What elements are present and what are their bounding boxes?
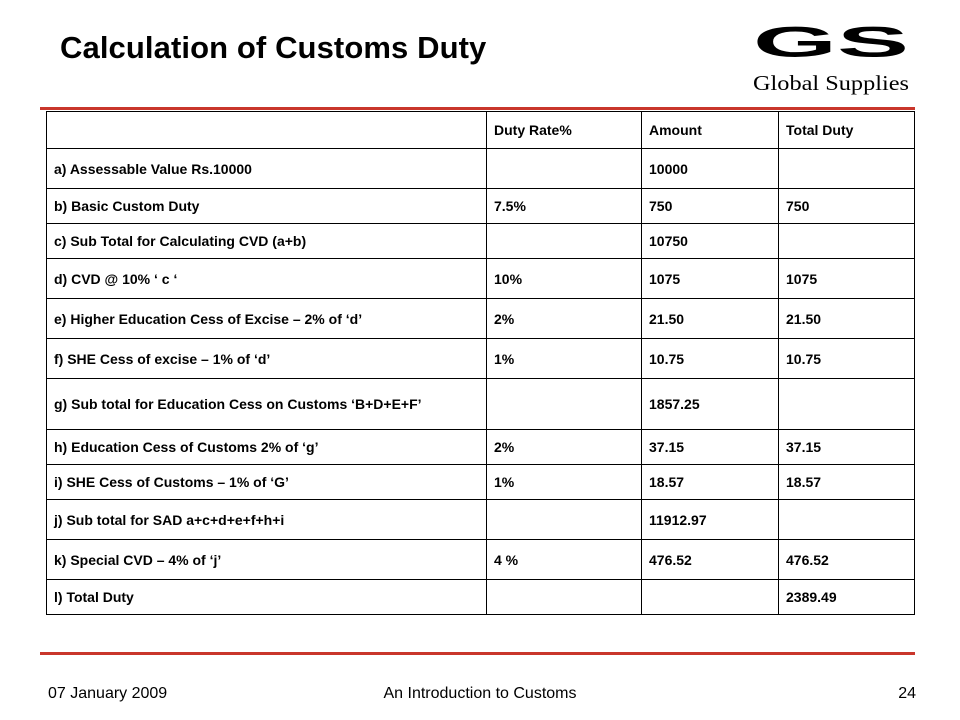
row-rate [487,224,642,259]
customs-duty-table [46,111,915,615]
row-label: a) Assessable Value Rs.10000 [47,149,487,189]
row-amount: 1075 [642,259,779,299]
header-cell-amount: Amount [642,112,779,149]
header-cell-total-duty: Total Duty [779,112,915,149]
row-total: 476.52 [779,540,915,580]
table-row [47,299,915,339]
table-row [47,500,915,540]
row-label: f) SHE Cess of excise – 1% of ‘d’ [47,339,487,379]
row-rate: 2% [487,430,642,465]
footer-date: 07 January 2009 [48,685,168,702]
row-label: c) Sub Total for Calculating CVD (a+b) [47,224,487,259]
row-amount: 476.52 [642,540,779,580]
row-amount: 18.57 [642,465,779,500]
row-rate: 7.5% [487,189,642,224]
row-rate: 10% [487,259,642,299]
table-row [47,224,915,259]
row-amount: 11912.97 [642,500,779,540]
row-label: k) Special CVD – 4% of ‘j’ [47,540,487,580]
row-label: e) Higher Education Cess of Excise – 2% of ‘d’ [47,299,487,339]
table-row [47,189,915,224]
row-label: d) CVD @ 10% ‘ c ‘ [47,259,487,299]
row-label: j) Sub total for SAD a+c+d+e+f+h+i [47,500,487,540]
row-amount: 10000 [642,149,779,189]
row-total: 18.57 [779,465,915,500]
row-label: l) Total Duty [47,580,487,615]
row-rate [487,149,642,189]
row-rate [487,580,642,615]
row-total [779,149,915,189]
top-accent-rule [40,107,915,110]
row-rate [487,500,642,540]
row-rate: 1% [487,339,642,379]
row-rate: 2% [487,299,642,339]
table-row [47,465,915,500]
row-total: 750 [779,189,915,224]
table-row [47,339,915,379]
row-rate: 4 % [487,540,642,580]
table-row [47,430,915,465]
row-label: b) Basic Custom Duty [47,189,487,224]
row-amount: 21.50 [642,299,779,339]
footer-title: An Introduction to Customs [383,685,577,702]
row-label: g) Sub total for Education Cess on Customs ‘B+D+E+F’ [47,379,487,430]
row-amount: 37.15 [642,430,779,465]
bottom-accent-rule [40,652,915,655]
row-total [779,500,915,540]
table-header-row [47,112,915,149]
table-row [47,379,915,430]
footer-page-number: 24 [898,685,916,702]
row-amount [642,580,779,615]
row-amount: 10750 [642,224,779,259]
table-row [47,580,915,615]
row-total: 21.50 [779,299,915,339]
row-rate [487,379,642,430]
row-total: 1075 [779,259,915,299]
row-amount: 1857.25 [642,379,779,430]
row-total: 37.15 [779,430,915,465]
header-cell-description [47,112,487,149]
row-total [779,379,915,430]
row-amount: 10.75 [642,339,779,379]
row-label: i) SHE Cess of Customs – 1% of ‘G’ [47,465,487,500]
table-row [47,540,915,580]
row-total: 10.75 [779,339,915,379]
table-row [47,259,915,299]
row-label: h) Education Cess of Customs 2% of ‘g’ [47,430,487,465]
row-total [779,224,915,259]
logo-mark: GS [753,18,909,67]
header-cell-duty-rate: Duty Rate% [487,112,642,149]
global-supplies-logo [748,14,914,98]
row-amount: 750 [642,189,779,224]
logo-company-name: Global Supplies [753,71,909,95]
table-row [47,149,915,189]
row-total: 2389.49 [779,580,915,615]
page-title: Calculation of Customs Duty [60,30,487,65]
row-rate: 1% [487,465,642,500]
duty-table-container [46,111,914,615]
